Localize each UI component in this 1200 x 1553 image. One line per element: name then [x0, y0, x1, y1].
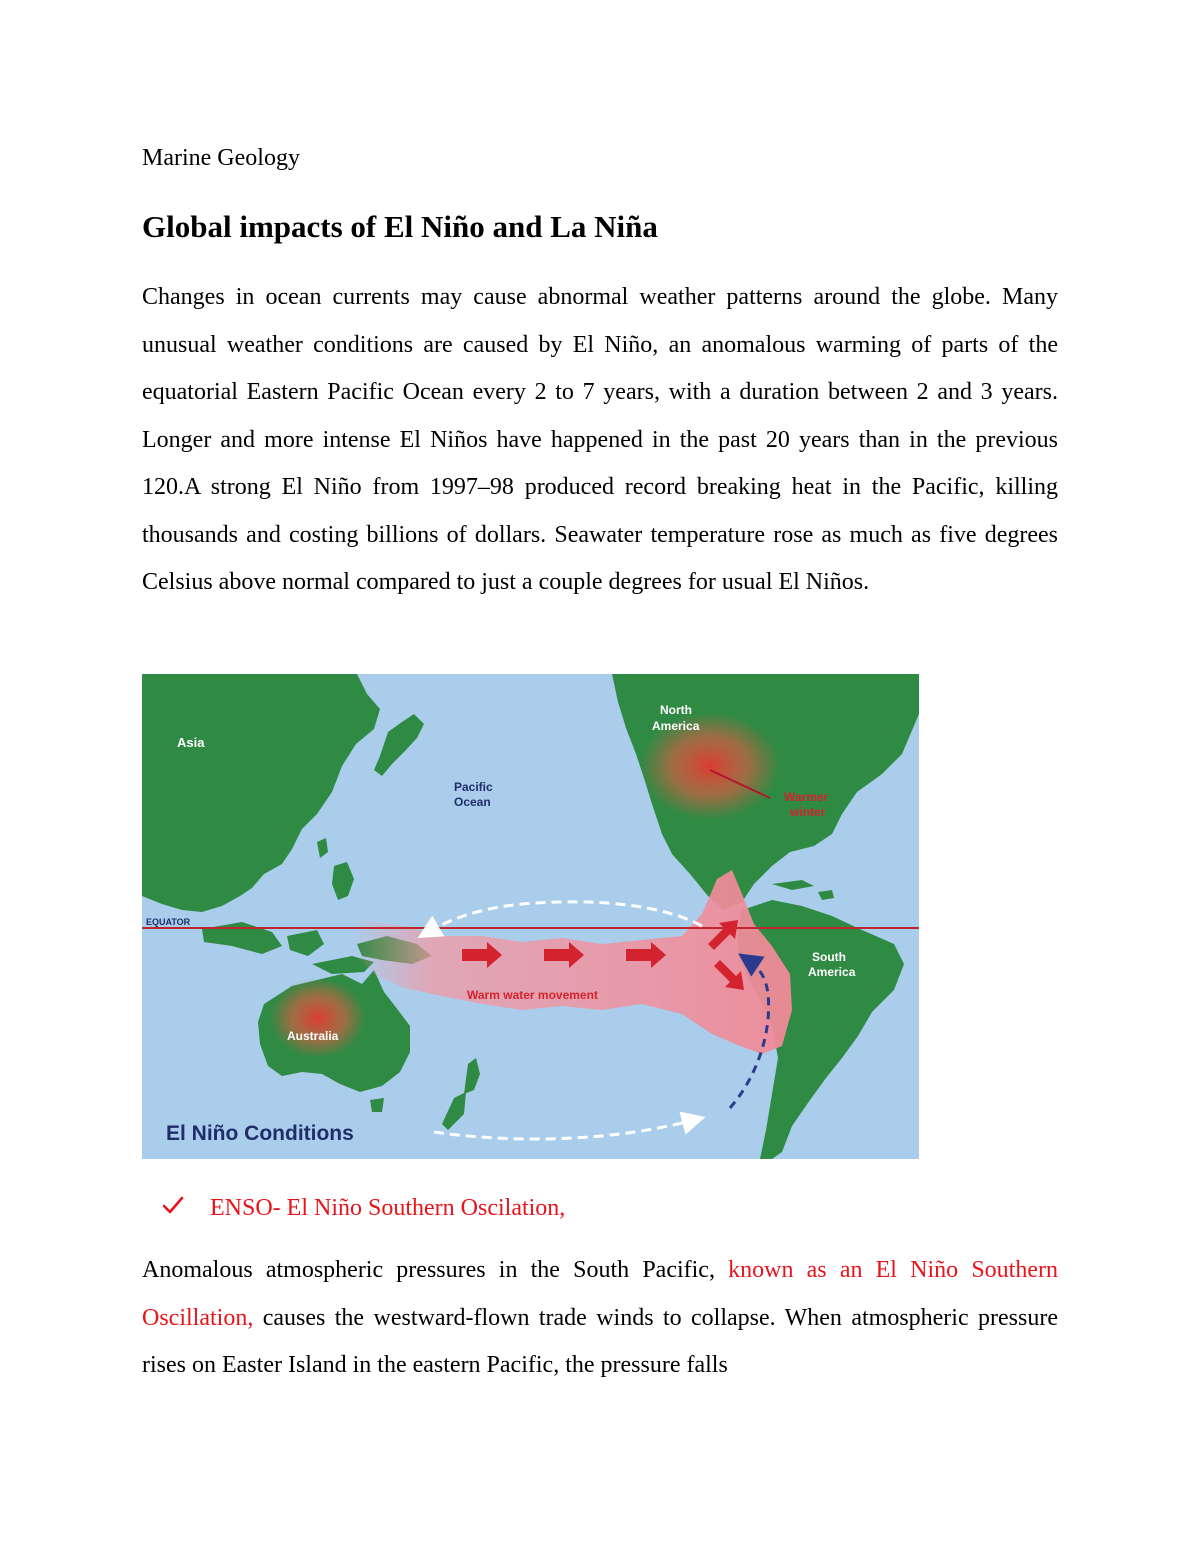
el-nino-map-figure: [142, 674, 919, 1159]
enso-paragraph: [142, 1247, 1058, 1390]
enso-paragraph-highlight: known as an El Niño Southern Oscillation,: [142, 1257, 1058, 1331]
warmer-label-line1: Warmer: [784, 790, 829, 804]
north-america-label-line2: America: [652, 719, 700, 733]
enso-paragraph-part1: Anomalous atmospheric pressures in the South Pacific,: [142, 1257, 729, 1283]
equator-label: EQUATOR: [146, 917, 191, 927]
australia-hotspot: [270, 978, 366, 1058]
course-name: Marine Geology: [142, 145, 300, 171]
warm-water-label: Warm water movement: [467, 988, 598, 1002]
north-america-label-line1: North: [660, 703, 692, 717]
pacific-label-line2: Ocean: [454, 795, 491, 809]
checkmark-icon: [162, 1188, 188, 1228]
south-america-label-line2: America: [808, 965, 856, 979]
australia-label: Australia: [287, 1029, 339, 1043]
asia-label: Asia: [177, 735, 205, 750]
warmer-label-line2: winter: [790, 805, 826, 819]
tasmania-landmass: [370, 1098, 384, 1112]
enso-bullet: [162, 1188, 565, 1228]
el-nino-map: [142, 674, 919, 1159]
enso-bullet-text: ENSO- El Niño Southern Oscilation,: [210, 1195, 566, 1221]
intro-paragraph: Changes in ocean currents may cause abnormal weather patterns around the globe. Many unusual weather conditions are caused by El Niño, an anomalous warming of parts of the equatorial Eastern Pacific Ocean every 2 to 7 years, with a duration between 2 and 3 years. Longer and more intense El Niños have happened in the past 20 years than in the previous 120.A strong El Niño from 1997–98 produced record breaking heat in the Pacific, killing thousands and costing billions of dollars. Seawater temperature rose as much as five degrees Celsius above normal compared to just a couple degrees for usual El Niños.: [142, 284, 1058, 595]
south-america-label-line1: South: [812, 950, 846, 964]
document-title: Global impacts of El Niño and La Niña: [142, 209, 658, 244]
map-caption: El Niño Conditions: [166, 1122, 354, 1145]
enso-paragraph-part2: causes the westward-flown trade winds to collapse. When atmospheric pressure rises on Easter Island in the eastern Pacific, the pressure falls: [142, 1304, 1058, 1378]
pacific-label-line1: Pacific: [454, 780, 493, 794]
